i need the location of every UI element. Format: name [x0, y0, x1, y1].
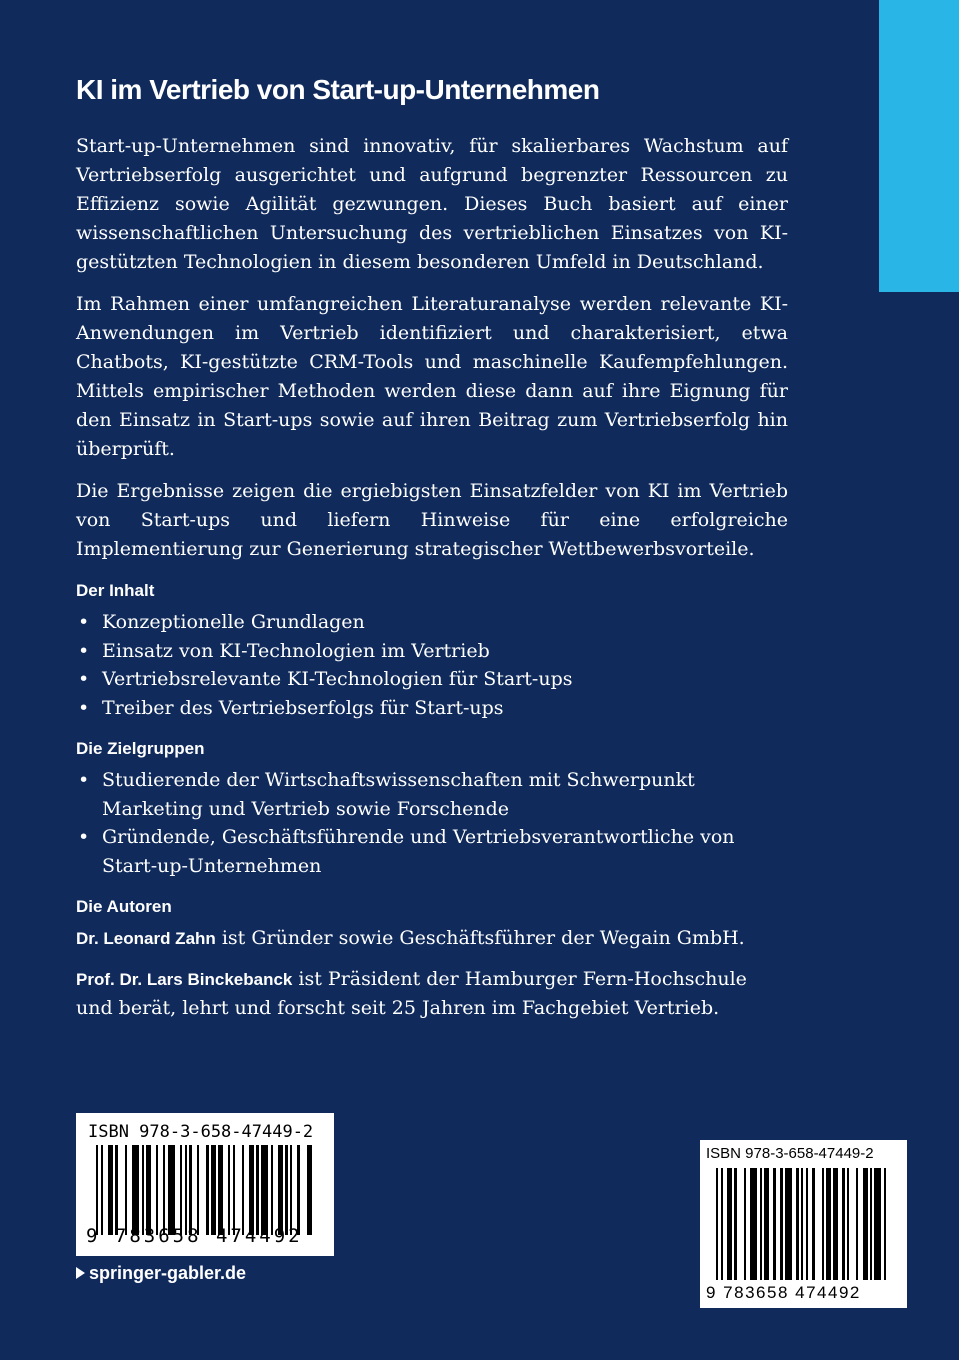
- publisher-link[interactable]: [76, 1262, 246, 1284]
- list-item: • Studierende der Wirtschaftswissenschaften mit Schwerpunkt Marketing und Vertrieb sowie Forschende: [76, 766, 788, 823]
- list-item: • Treiber des Vertriebserfolgs für Start-ups: [76, 694, 788, 723]
- barcode-space: [199, 1145, 206, 1235]
- authors-heading: Die Autoren: [76, 897, 172, 916]
- description-paragraph-2: Im Rahmen einer umfangreichen Literaturanalyse werden relevante KI-Anwendungen im Vertrieb identifiziert und charakterisiert, etwa Chatbots, KI-gestützte CRM-Tools und maschinelle Kaufempfehlungen. Mittels empirischer Methoden werden diese dann auf ihre Eignung für den Einsatz in Start-ups sowie auf ihren Beitrag zum Vertriebserfolg hin überprüft.: [76, 293, 788, 460]
- author-bio: ist Präsident der Hamburger Fern-Hochschule und berät, lehrt und forscht seit 25 Jahren im Fachgebiet Vertrieb.: [76, 968, 747, 1019]
- barcode-space: [300, 1145, 307, 1235]
- barcode-bar: [132, 1145, 139, 1235]
- barcode-bars: [716, 1168, 891, 1280]
- barcode-space: [849, 1168, 856, 1280]
- barcode-bars: [96, 1145, 312, 1235]
- barcode-bar: [168, 1145, 175, 1235]
- isbn-barcode-right: [700, 1140, 907, 1308]
- barcode-space: [815, 1168, 822, 1280]
- barcode-digits: 9 783658 474492: [706, 1283, 861, 1302]
- author-name: Prof. Dr. Lars Binckebanck: [76, 970, 293, 989]
- audience-list: [76, 766, 788, 880]
- description-paragraph-1: Start-up-Unternehmen sind innovativ, für skalierbares Wachstum auf Vertriebserfolg ausgerichtet und aufgrund begrenzter Ressourcen zu Effizienz sowie Agilität gezwungen. Dieses Buch basiert auf einer wissenschaftlichen Untersuchung des vertrieblichen Einsatzes von KI-gestützten Technologien in diesem besonderen Umfeld in Deutschland.: [76, 135, 788, 273]
- author-entry-2: [76, 965, 788, 1023]
- publisher-url: springer-gabler.de: [89, 1263, 247, 1283]
- list-item: • Einsatz von KI-Technologien im Vertrieb: [76, 637, 788, 666]
- barcode-space: [737, 1168, 744, 1280]
- author-name: Dr. Leonard Zahn: [76, 929, 216, 948]
- back-cover-text: [76, 72, 788, 1035]
- barcode-space: [886, 1168, 891, 1280]
- list-item: • Vertriebsrelevante KI-Technologien für Start-ups: [76, 665, 788, 694]
- barcode-bar: [261, 1145, 268, 1235]
- barcode-bar: [874, 1168, 881, 1280]
- barcode-bar: [307, 1145, 312, 1235]
- contents-heading: Der Inhalt: [76, 581, 155, 600]
- barcode-bar: [750, 1168, 757, 1280]
- author-bio: ist Gründer sowie Geschäftsführer der Wegain GmbH.: [215, 927, 745, 949]
- author-entry-1: [76, 924, 788, 953]
- barcode-space: [235, 1145, 242, 1235]
- book-title: KI im Vertrieb von Start-up-Unternehmen: [76, 74, 600, 105]
- isbn-barcode-left: [76, 1113, 334, 1256]
- isbn-label: ISBN 978-3-658-47449-2: [88, 1122, 314, 1142]
- accent-color-bar: [879, 0, 959, 292]
- barcode-bar: [785, 1168, 792, 1280]
- contents-list: [76, 608, 788, 722]
- description-paragraph-3: Die Ergebnisse zeigen die ergiebigsten Einsatzfelder von KI im Vertrieb von Start-ups und liefern Hinweise für eine erfolgreiche Implementierung zur Generierung strategischer Wettbewerbsvorteile.: [76, 480, 788, 560]
- list-item: • Konzeptionelle Grundlagen: [76, 608, 788, 637]
- list-item: • Gründende, Geschäftsführende und Vertriebsverantwortliche von Start-up-Unternehmen: [76, 823, 788, 880]
- barcode-digits: 9 783658 474492: [86, 1225, 303, 1247]
- isbn-label: ISBN 978-3-658-47449-2: [706, 1145, 874, 1162]
- arrow-right-icon: [76, 1267, 85, 1279]
- audience-heading: Die Zielgruppen: [76, 739, 205, 758]
- barcode-space: [118, 1145, 125, 1235]
